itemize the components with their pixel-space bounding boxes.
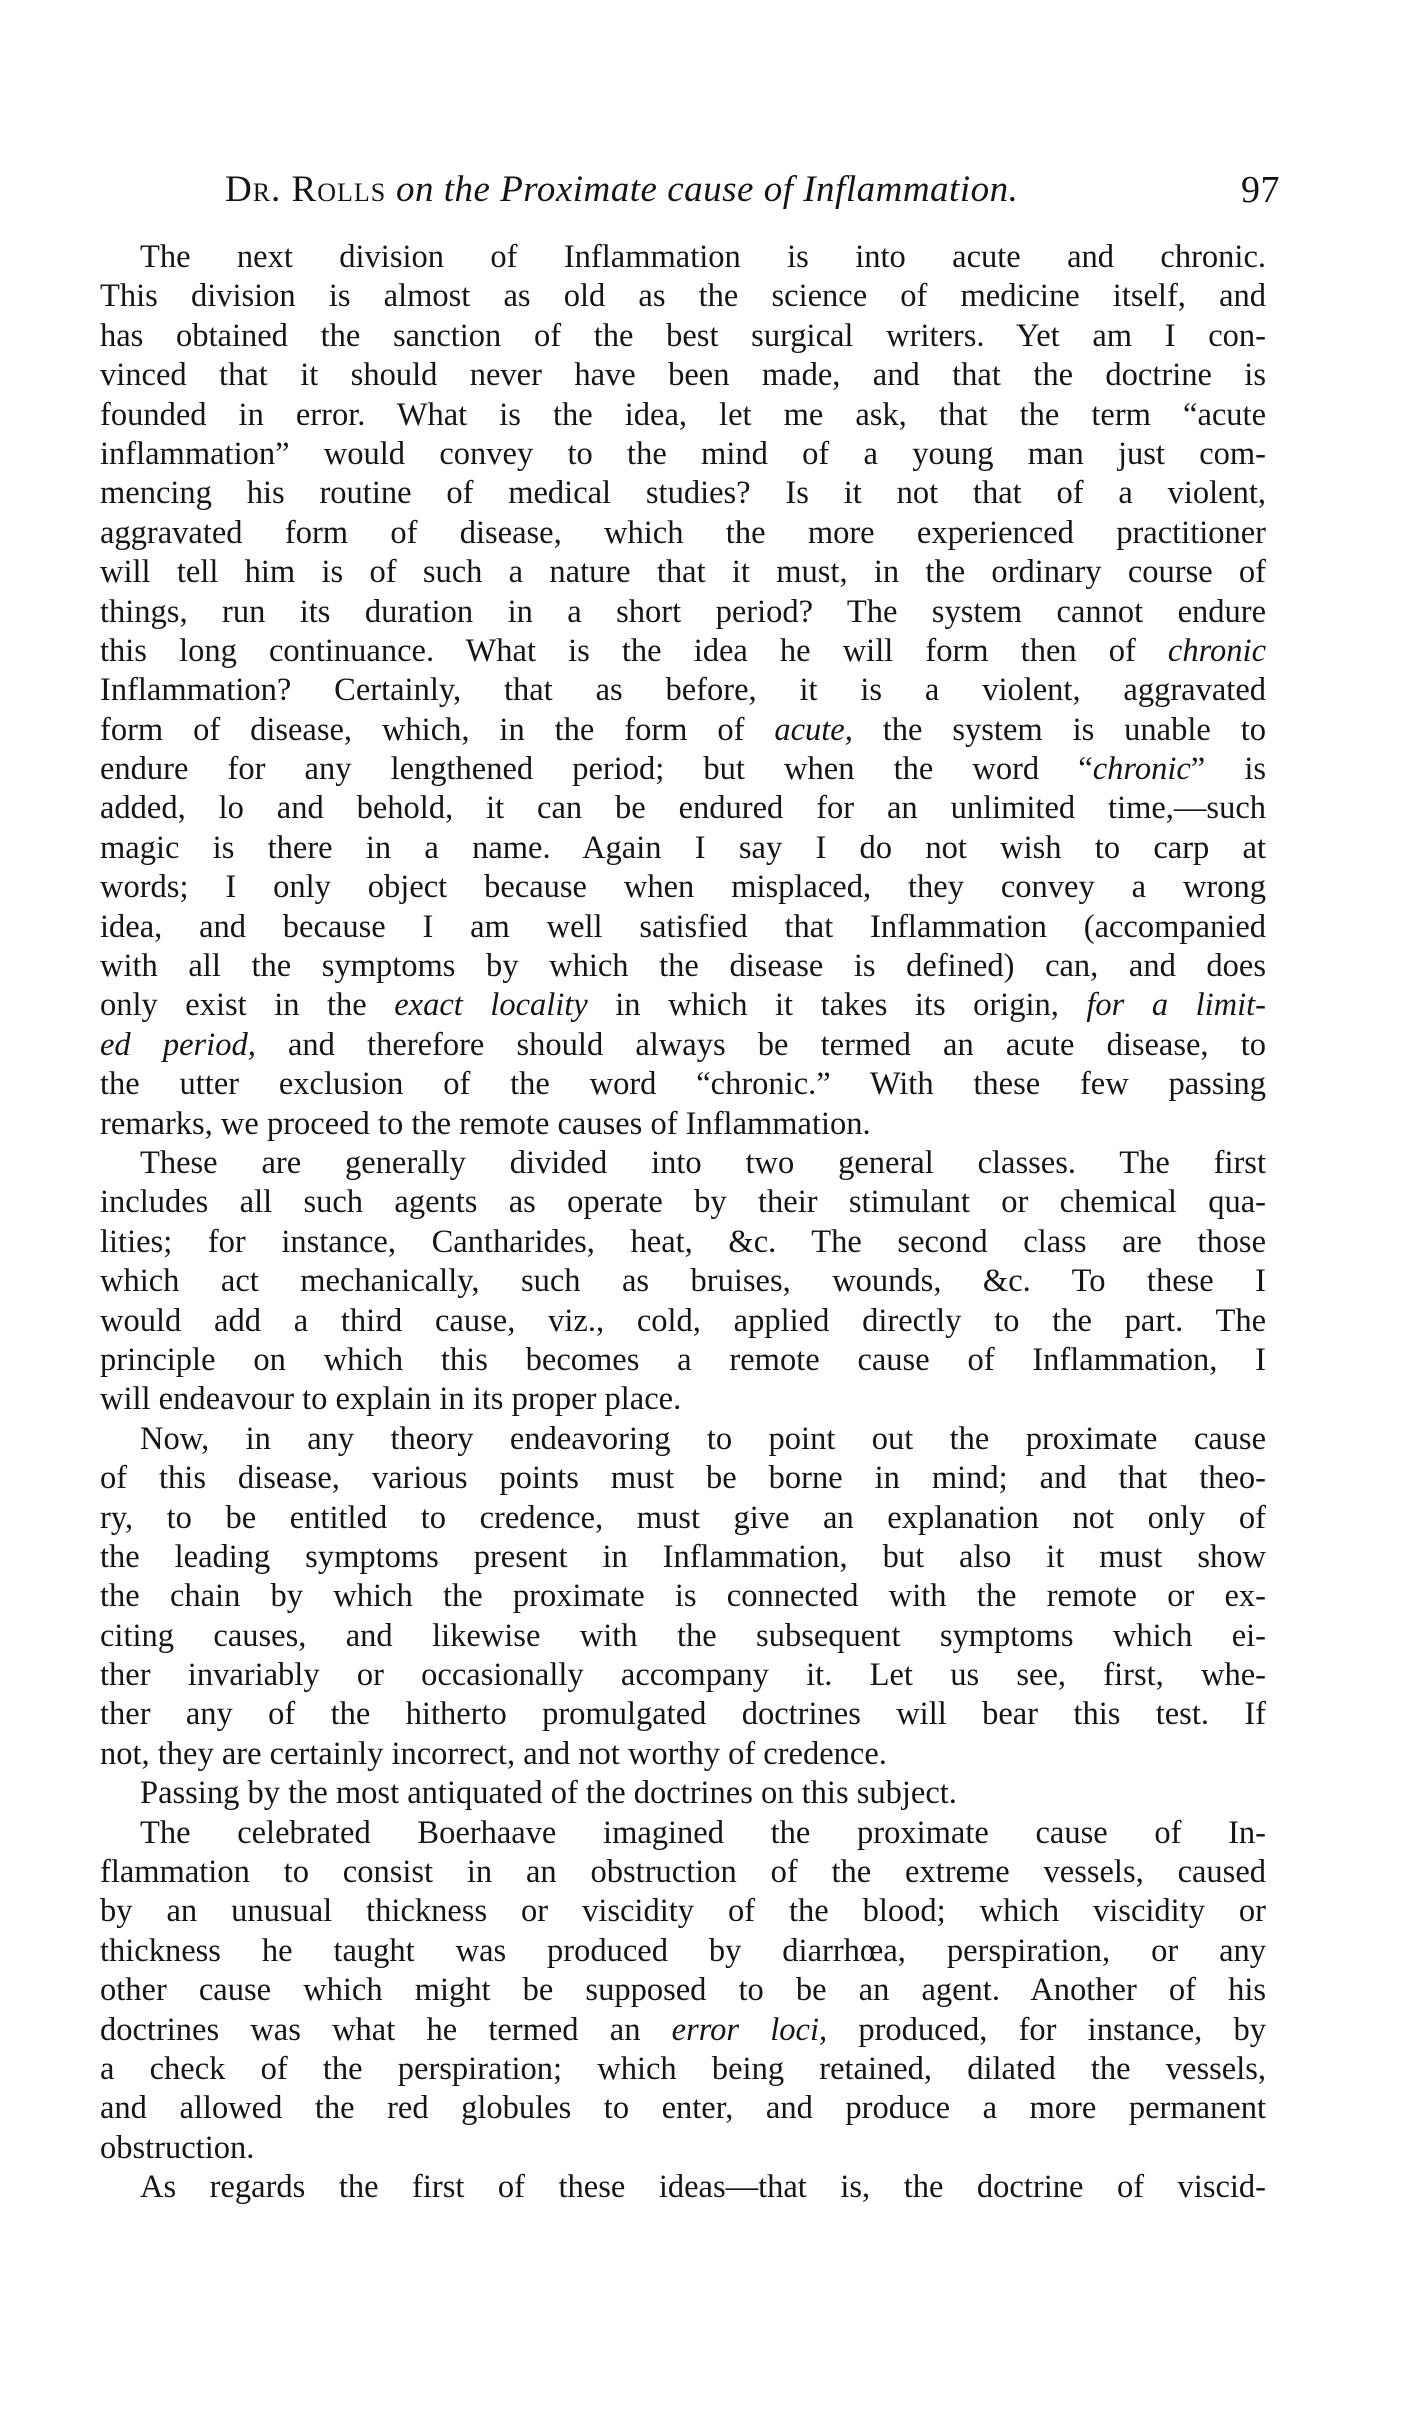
text-line (100, 750, 1266, 789)
page-number: 97 (1241, 169, 1280, 211)
text-run: the chain by which the proximate is connected with the remote or ex- (100, 1578, 1266, 1615)
text-line (100, 1499, 1266, 1538)
text-line (100, 632, 1266, 671)
text-line (100, 1380, 1266, 1419)
text-line (100, 2050, 1266, 2089)
text-line (100, 1223, 1266, 1262)
text-run: Passing by the most antiquated of the doctrines on this subject. (140, 1775, 957, 1812)
text-run: produced, for instance, by (827, 2011, 1266, 2048)
text-line (100, 1302, 1266, 1341)
text-run: As regards the first of these ideas—that is, the doctrine of viscid- (140, 2169, 1266, 2206)
text-line (100, 1617, 1266, 1656)
text-run: mencing his routine of medical studies? Is it not that of a violent, (100, 475, 1266, 512)
text-line (100, 2011, 1266, 2050)
body-text (100, 238, 1266, 2208)
text-run: not, they are certainly incorrect, and not worthy of credence. (100, 1735, 887, 1772)
text-run: of this disease, various points must be borne in mind; and that theo- (100, 1460, 1266, 1497)
text-line (100, 1341, 1266, 1380)
text-run: the system is unable to (852, 711, 1266, 748)
text-line (100, 1262, 1266, 1301)
text-line (100, 2129, 1266, 2168)
text-line (100, 1183, 1266, 1222)
text-line (100, 1026, 1266, 1065)
text-run: founded in error. What is the idea, let me ask, that the term “acute (100, 396, 1266, 433)
text-line (100, 474, 1266, 513)
text-line (100, 1695, 1266, 1734)
text-line (100, 514, 1266, 553)
text-run: The next division of Inflammation is into acute and chronic. (140, 239, 1266, 275)
text-line (100, 1459, 1266, 1498)
text-line (100, 553, 1266, 592)
text-line (100, 1735, 1266, 1774)
text-run: has obtained the sanction of the best surgical writers. Yet am I con- (100, 317, 1266, 354)
text-run: in which it takes its origin, (587, 987, 1087, 1024)
text-line (100, 593, 1266, 632)
text-line (100, 1065, 1266, 1104)
text-run: lities; for instance, Cantharides, heat, &c. The second class are those (100, 1223, 1266, 1260)
running-head (225, 160, 1280, 220)
text-line (100, 1853, 1266, 1892)
text-line (100, 317, 1266, 356)
text-line (100, 868, 1266, 907)
italic-text: chronic (1092, 751, 1191, 788)
text-run: magic is there in a name. Again I say I do not wish to carp at (100, 829, 1266, 866)
text-run: will endeavour to explain in its proper place. (100, 1381, 682, 1418)
text-run: ry, to be entitled to credence, must give an explanation not only of (100, 1499, 1266, 1536)
text-run: endure for any lengthened period; but when the word “ (100, 751, 1093, 788)
text-run: which act mechanically, such as bruises, wounds, &c. To these I (100, 1263, 1266, 1300)
text-run: These are generally divided into two general classes. The first (140, 1144, 1266, 1181)
text-run: The celebrated Boerhaave imagined the proximate cause of In- (140, 1814, 1266, 1851)
text-run: idea, and because I am well satisfied that Inflammation (accompanied (100, 908, 1266, 945)
text-line (100, 1892, 1266, 1931)
text-run: and therefore should always be termed an acute disease, to (255, 1026, 1266, 1063)
text-line (100, 986, 1266, 1025)
running-head-topic: Proximate cause of Inflammation. (500, 169, 1019, 210)
text-run: a check of the perspiration; which being retained, dilated the vessels, (100, 2050, 1266, 2087)
italic-text: chronic (1167, 632, 1266, 669)
text-run: only exist in the (100, 987, 395, 1024)
text-line (100, 2089, 1266, 2128)
text-run: things, run its duration in a short period? The system cannot endure (100, 593, 1266, 630)
text-run: form of disease, which, in the form of (100, 711, 775, 748)
text-line (100, 2168, 1266, 2207)
italic-text: acute, (774, 711, 853, 748)
text-line (100, 1538, 1266, 1577)
text-run: the leading symptoms present in Inflammation, but also it must show (100, 1538, 1266, 1575)
text-run: and allowed the red globules to enter, and produce a more permanent (100, 2090, 1266, 2127)
text-line (100, 711, 1266, 750)
text-run: remarks, we proceed to the remote causes of Inflammation. (100, 1105, 871, 1142)
text-line (100, 1656, 1266, 1695)
text-line (100, 908, 1266, 947)
text-run: Now, in any theory endeavoring to point out the proximate cause (140, 1420, 1266, 1457)
italic-text: ed period, (100, 1026, 256, 1063)
text-line (100, 238, 1266, 277)
text-line (100, 947, 1266, 986)
italic-text: for a limit- (1086, 987, 1266, 1024)
text-run: This division is almost as old as the science of medicine itself, and (100, 278, 1266, 315)
text-run: will tell him is of such a nature that it must, in the ordinary course of (100, 554, 1266, 591)
text-run: doctrines was what he termed an (100, 2011, 672, 2048)
text-line (100, 396, 1266, 435)
running-head-connector: on the (386, 169, 501, 210)
text-line (100, 277, 1266, 316)
text-run: flammation to consist in an obstruction of the extreme vessels, caused (100, 1854, 1266, 1891)
text-run: ” is (1190, 751, 1266, 788)
text-line (100, 1971, 1266, 2010)
text-run: obstruction. (100, 2129, 255, 2166)
text-line (100, 829, 1266, 868)
text-line (100, 1932, 1266, 1971)
text-run: added, lo and behold, it can be endured for an unlimited time,—such (100, 790, 1266, 827)
text-line (100, 1144, 1266, 1183)
text-run: aggravated form of disease, which the more experienced practitioner (100, 514, 1266, 551)
text-run: ther invariably or occasionally accompany it. Let us see, first, whe- (100, 1657, 1266, 1694)
text-line (100, 671, 1266, 710)
text-run: this long continuance. What is the idea he will form then of (100, 632, 1168, 669)
text-run: includes all such agents as operate by their stimulant or chemical qua- (100, 1184, 1266, 1221)
text-line (100, 1774, 1266, 1813)
italic-text: exact locality (394, 987, 588, 1024)
text-run: other cause which might be supposed to be an agent. Another of his (100, 1972, 1266, 2009)
text-line (100, 435, 1266, 474)
text-run: with all the symptoms by which the disease is defined) can, and does (100, 948, 1266, 985)
text-run: by an unusual thickness or viscidity of the blood; which viscidity or (100, 1893, 1266, 1930)
text-line (100, 1420, 1266, 1459)
text-run: Inflammation? Certainly, that as before, it is a violent, aggravated (100, 672, 1266, 709)
text-run: words; I only object because when misplaced, they convey a wrong (100, 869, 1266, 906)
text-run: principle on which this becomes a remote cause of Inflammation, I (100, 1341, 1266, 1378)
text-run: the utter exclusion of the word “chronic.” With these few passing (100, 1066, 1266, 1103)
text-run: inflammation” would convey to the mind of a young man just com- (100, 435, 1266, 472)
text-line (100, 1105, 1266, 1144)
text-line (100, 1814, 1266, 1853)
text-run: ther any of the hitherto promulgated doctrines will bear this test. If (100, 1696, 1266, 1733)
text-run: would add a third cause, viz., cold, applied directly to the part. The (100, 1302, 1266, 1339)
text-run: citing causes, and likewise with the subsequent symptoms which ei- (100, 1617, 1266, 1654)
text-run: vinced that it should never have been made, and that the doctrine is (100, 357, 1266, 394)
text-run: thickness he taught was produced by diarrhœa, perspiration, or any (100, 1932, 1266, 1969)
running-title (225, 160, 1018, 220)
text-line (100, 356, 1266, 395)
text-line (100, 789, 1266, 828)
text-line (100, 1577, 1266, 1616)
italic-text: error loci, (671, 2011, 828, 2048)
running-head-author: Dr. Rolls (225, 169, 387, 210)
